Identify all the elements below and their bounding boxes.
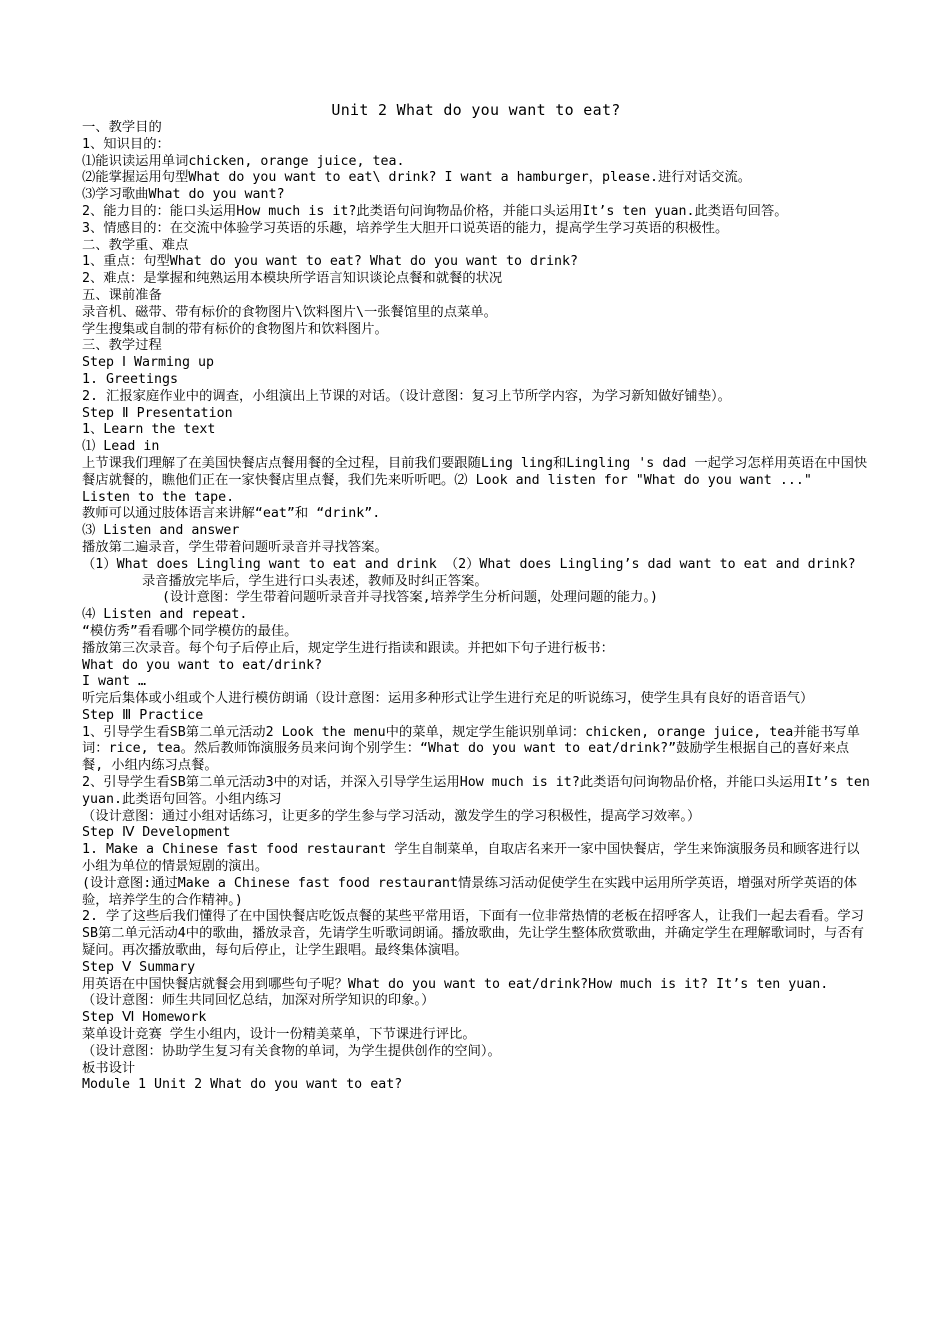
text-line: 1、Learn the text: [82, 422, 216, 438]
text-line: 1. Greetings: [82, 371, 179, 387]
text-line: Step Ⅲ Practice: [82, 707, 204, 723]
text-line: 3、情感目的：在交流中体验学习英语的乐趣，培养学生大胆开口说英语的能力，提高学生学习英语的积极性。: [82, 220, 729, 236]
text-line: ⑷ Listen and repeat.: [82, 607, 248, 623]
text-line: （设计意图：通过小组对话练习，让更多的学生参与学习活动，激发学生的学习积极性，提高学习效率。）: [82, 808, 701, 824]
text-line: 2、难点：是掌握和纯熟运用本模块所学语言知识谈论点餐和就餐的状况: [82, 271, 503, 287]
text-line: 1、重点：句型What do you want to eat? What do you want to drink?: [82, 254, 579, 270]
text-line: 三、教学过程: [82, 338, 162, 354]
text-line: （设计意图：师生共同回忆总结，加深对所学知识的印象。）: [82, 993, 435, 1009]
text-line: 1、知识目的：: [82, 136, 170, 152]
text-line: 2. 汇报家庭作业中的调查，小组演出上节课的对话。（设计意图：复习上节所学内容，为学习新知做好铺垫）。: [82, 388, 731, 404]
text-line: 一、教学目的: [82, 120, 162, 135]
text-line: Step Ⅱ Presentation: [82, 405, 233, 421]
text-line: Step Ⅰ Warming up: [82, 355, 215, 371]
text-line: 1、引导学生看SB第二单元活动2 Look the menu中的菜单，规定学生能识别单词：chicken, orange juice, tea并能书写单词：rice, tea。然后教师饰演服务员来问询个别学生：“What do you want to eat/drink?”鼓励学生根据自己的喜好来点餐, 小组内练习点餐。: [82, 724, 860, 774]
document-body: [82, 120, 870, 1094]
text-line: 播放第二遍录音，学生带着问题听录音并寻找答案。: [82, 539, 388, 555]
text-line: 2、引导学生看SB第二单元活动3中的对话，并深入引导学生运用How much is it?此类语句问询物品价格，并能口头运用It’s ten yuan.此类语句回答。小组内练习: [82, 775, 870, 807]
text-line: 听完后集体或小组或个人进行模仿朗诵（设计意图：运用多种形式让学生进行充足的听说练习，使学生具有良好的语音语气）: [82, 691, 814, 707]
text-line: 二、教学重、难点: [82, 237, 189, 253]
text-line: 1. Make a Chinese fast food restaurant 学生自制菜单，自取店名来开一家中国快餐店，学生来饰演服务员和顾客进行以小组为单位的情景短剧的演出。: [82, 842, 860, 875]
text-line: 播放第三次录音。每个句子后停止后，规定学生进行指读和跟读。并把如下句子进行板书：: [82, 640, 614, 656]
text-line: “模仿秀”看看哪个同学模仿的最佳。: [82, 623, 298, 639]
text-line: What do you want to eat/drink?: [82, 657, 323, 673]
text-line: ⑵能掌握运用句型What do you want to eat\ drink? I want a hamburger，please.进行对话交流。: [82, 170, 752, 186]
page-title: Unit 2 What do you want to eat?: [331, 101, 621, 119]
text-line: Step Ⅵ Homework: [82, 1010, 207, 1026]
text-line: (设计意图：学生带着问题听录音并寻找答案,培养学生分析问题，处理问题的能力。): [162, 590, 659, 606]
text-line: ⑶ Listen and answer: [82, 523, 240, 539]
text-line: 录音播放完毕后，学生进行口头表述，教师及时纠正答案。: [142, 573, 488, 589]
text-line: （1）What does Lingling want to eat and drink （2）What does Lingling’s dad want to eat and drink?: [82, 556, 856, 572]
text-line: 菜单设计竞赛 学生小组内，设计一份精美菜单，下节课进行评比。: [82, 1027, 476, 1043]
text-line: 教师可以通过肢体语言来讲解“eat”和 “drink”.: [82, 506, 381, 522]
text-line: 板书设计: [82, 1060, 136, 1076]
text-line: ⑴ Lead in: [82, 439, 160, 455]
text-line: （设计意图：协助学生复习有关食物的单词，为学生提供创作的空间）。: [82, 1043, 501, 1059]
text-line: Module 1 Unit 2 What do you want to eat?: [82, 1077, 403, 1093]
text-line: I want …: [82, 674, 147, 690]
text-line: 2. 学了这些后我们懂得了在中国快餐店吃饭点餐的某些平常用语，下面有一位非常热情的老板在招呼客人，让我们一起去看看。学习SB第二单元活动4中的歌曲，播放录音，先请学生听歌词朗诵。播放歌曲，先让学生整体欣赏歌曲，并确定学生在理解歌词时，与否有疑问。再次播放歌曲，每句后停止，让学生跟唱。最终集体演唱。: [82, 909, 864, 959]
text-line: ⑶学习歌曲What do you want?: [82, 187, 285, 203]
text-line: 五、课前准备: [82, 287, 162, 303]
text-line: Listen to the tape.: [82, 489, 235, 505]
text-line: ⑴能识读运用单词chicken, orange juice, tea.: [82, 153, 405, 169]
text-line: (设计意图:通过Make a Chinese fast food restaurant情景练习活动促使学生在实践中运用所学英语，增强对所学英语的体验，培养学生的合作精神。): [82, 875, 857, 908]
text-line: Step Ⅳ Development: [82, 825, 231, 841]
text-line: 2、能力目的：能口头运用How much is it?此类语句问询物品价格，并能口头运用It’s ten yuan.此类语句回答。: [82, 203, 788, 219]
text-line: 录音机、磁带、带有标价的食物图片\饮料图片\一张餐馆里的点菜单。: [82, 304, 497, 320]
text-line: Step Ⅴ Summary: [82, 959, 196, 975]
text-line: 上节课我们理解了在美国快餐店点餐用餐的全过程，目前我们要跟随Ling ling和Lingling 's dad 一起学习怎样用英语在中国快餐店就餐的，瞧他们正在一家快餐店里点餐，我们先来听听吧。⑵ Look and listen for "What do you want ...": [82, 455, 868, 488]
text-line: 用英语在中国快餐店就餐会用到哪些句子呢？What do you want to eat/drink?How much is it? It’s ten yuan.: [82, 976, 829, 992]
text-line: 学生搜集或自制的带有标价的食物图片和饮料图片。: [82, 321, 388, 337]
